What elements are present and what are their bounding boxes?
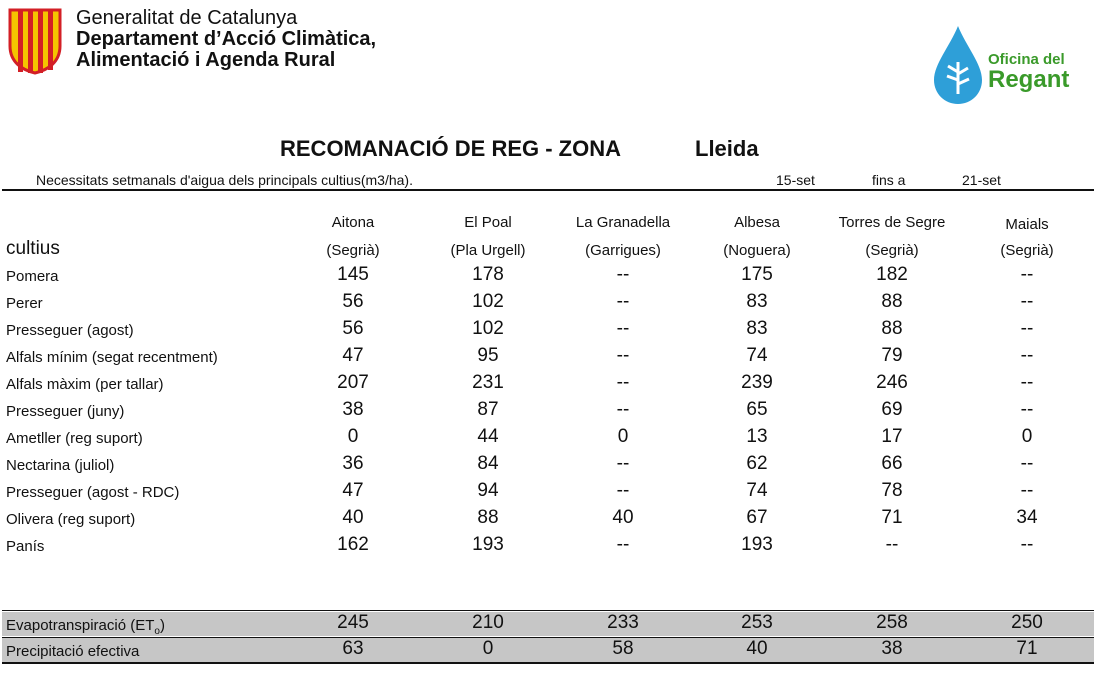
station-name: Torres de Segre (838, 214, 946, 231)
table-cell: 94 (477, 480, 499, 501)
table-row (0, 505, 1095, 532)
table-cell: 74 (746, 480, 768, 501)
table-cell: 207 (337, 372, 369, 393)
table-cell: 258 (876, 612, 908, 633)
header-rule (2, 189, 1094, 191)
table-cell: 44 (477, 426, 499, 447)
crop-name: Olivera (reg suport) (6, 511, 136, 528)
table-cell: 66 (881, 453, 903, 474)
table-row (0, 262, 1095, 289)
table-cell: 13 (746, 426, 768, 447)
crop-name: Panís (6, 538, 45, 555)
subtitle: Necessitats setmanals d'aigua dels principals cultius(m3/ha). (36, 172, 413, 188)
period-separator: fins a (872, 172, 906, 188)
table-cell: -- (616, 453, 630, 474)
generalitat-logo (4, 6, 66, 76)
table-cell: 102 (472, 291, 504, 312)
table-cell: 56 (342, 318, 364, 339)
table-row (0, 289, 1095, 316)
table-cell: 210 (472, 612, 504, 633)
table-row (0, 370, 1095, 397)
institution-line-1: Generalitat de Catalunya (76, 7, 298, 29)
table-row (0, 316, 1095, 343)
zone-name: Lleida (695, 136, 759, 161)
table-cell: 40 (612, 507, 634, 528)
table-cell: 193 (741, 534, 773, 555)
table-cell: 231 (472, 372, 504, 393)
table-cell: -- (1020, 345, 1034, 366)
table-cell: -- (1020, 318, 1034, 339)
table-cell: 38 (881, 638, 903, 659)
water-drop-icon (928, 24, 988, 106)
table-cell: 0 (482, 638, 494, 659)
table-cell: 178 (472, 264, 504, 285)
crop-name: Pomera (6, 268, 59, 285)
table-cell: -- (1020, 264, 1034, 285)
table-cell: 78 (881, 480, 903, 501)
table-cell: 71 (881, 507, 903, 528)
table-cell: 145 (337, 264, 369, 285)
table-cell: 84 (477, 453, 499, 474)
station-name: Albesa (734, 214, 780, 231)
station-region: (Segrià) (1000, 242, 1054, 259)
table-cell: -- (616, 399, 630, 420)
table-cell: 83 (746, 291, 768, 312)
table-cell: 71 (1016, 638, 1038, 659)
crop-name: Perer (6, 295, 43, 312)
table-cell: -- (1020, 291, 1034, 312)
table-cell: -- (616, 480, 630, 501)
table-cell: -- (1020, 534, 1034, 555)
institution-line-3: Alimentació i Agenda Rural (76, 49, 336, 71)
crop-name: Presseguer (agost - RDC) (6, 484, 180, 501)
station-region: (Segrià) (865, 242, 919, 259)
crop-name: Presseguer (agost) (6, 322, 134, 339)
table-row (0, 532, 1095, 559)
page-title: RECOMANACIÓ DE REG - ZONA (280, 136, 621, 161)
table-cell: -- (885, 534, 899, 555)
table-cell: 239 (741, 372, 773, 393)
period-start: 15-set (776, 172, 815, 188)
table-cell: 63 (342, 638, 364, 659)
table-cell: 95 (477, 345, 499, 366)
station-region: (Segrià) (326, 242, 380, 259)
table-cell: 88 (881, 291, 903, 312)
summary-bottom-rule (2, 662, 1094, 664)
table-cell: 102 (472, 318, 504, 339)
table-cell: 38 (342, 399, 364, 420)
table-cell: 233 (607, 612, 639, 633)
summary-row-precipitation (2, 638, 1094, 662)
table-cell: 0 (1021, 426, 1033, 447)
crop-name: Alfals màxim (per tallar) (6, 376, 164, 393)
table-cell: -- (616, 372, 630, 393)
summary-label: Evapotranspiració $(ET_o)$ (6, 617, 165, 637)
table-cell: 34 (1016, 507, 1038, 528)
station-region: (Pla Urgell) (450, 242, 526, 259)
period-end: 21-set (962, 172, 1001, 188)
table-cell: 58 (612, 638, 634, 659)
table-cell: 17 (881, 426, 903, 447)
institution-name (76, 8, 376, 71)
table-cell: -- (616, 534, 630, 555)
table-cell: 69 (881, 399, 903, 420)
station-name: El Poal (464, 214, 512, 231)
table-cell: -- (1020, 453, 1034, 474)
table-cell: 0 (617, 426, 629, 447)
table-cell: 40 (746, 638, 768, 659)
table-row (0, 478, 1095, 505)
table-cell: 36 (342, 453, 364, 474)
crop-name: Ametller (reg suport) (6, 430, 143, 447)
table-cell: 40 (342, 507, 364, 528)
station-name: La Granadella (575, 214, 671, 231)
station-region: (Garrigues) (585, 242, 661, 259)
table-cell: 88 (477, 507, 499, 528)
table-cell: 193 (472, 534, 504, 555)
table-row (0, 424, 1095, 451)
table-cell: -- (616, 345, 630, 366)
table-cell: 47 (342, 345, 364, 366)
table-row (0, 397, 1095, 424)
table-cell: 175 (741, 264, 773, 285)
summary-label: Precipitació efectiva (6, 643, 140, 660)
table-cell: 246 (876, 372, 908, 393)
summary-top-rule (2, 610, 1094, 611)
table-row (0, 343, 1095, 370)
summary-row-evapotranspiration (2, 612, 1094, 636)
table-cell: 62 (746, 453, 768, 474)
table-cell: -- (1020, 399, 1034, 420)
regant-logo-line-2: Regant (988, 66, 1070, 93)
table-row (0, 451, 1095, 478)
table-cell: -- (616, 264, 630, 285)
table-cell: 87 (477, 399, 499, 420)
table-cell: 182 (876, 264, 908, 285)
table-cell: 162 (337, 534, 369, 555)
crop-name: Nectarina (juliol) (6, 457, 115, 474)
table-cell: 253 (741, 612, 773, 633)
regant-logo-line-1: Oficina del (988, 51, 1065, 68)
table-cell: 47 (342, 480, 364, 501)
table-cell: 88 (881, 318, 903, 339)
table-cell: 250 (1011, 612, 1043, 633)
station-region: (Noguera) (723, 242, 791, 259)
institution-line-2: Departament d’Acció Climàtica, (76, 28, 377, 50)
crop-name: Presseguer (juny) (6, 403, 125, 420)
table-cell: -- (616, 318, 630, 339)
crop-name: Alfals mínim (segat recentment) (6, 349, 218, 366)
table-cell: -- (616, 291, 630, 312)
table-cell: -- (1020, 372, 1034, 393)
table-cell: 0 (347, 426, 359, 447)
oficina-regant-logo (928, 24, 1088, 106)
station-name: Aitona (331, 214, 375, 231)
crop-column-label: cultius (6, 238, 60, 259)
table-cell: -- (1020, 480, 1034, 501)
table-cell: 65 (746, 399, 768, 420)
table-cell: 245 (337, 612, 369, 633)
station-name: Maials (1005, 216, 1049, 233)
table-cell: 83 (746, 318, 768, 339)
table-cell: 74 (746, 345, 768, 366)
table-cell: 56 (342, 291, 364, 312)
table-cell: 67 (746, 507, 768, 528)
table-cell: 79 (881, 345, 903, 366)
